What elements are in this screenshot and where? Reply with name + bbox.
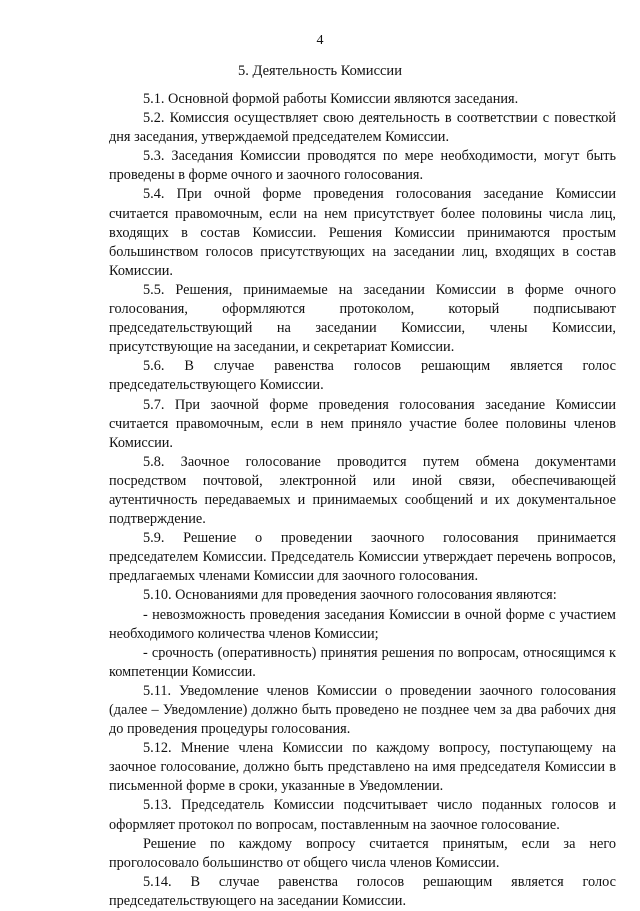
paragraph-5-8: 5.8. Заочное голосование проводится путем обмена документами посредством почтовой, электронной или иной связи, обеспечивающей аутентичность передаваемых и принимаемых сообщений и их документальное подтверждение. [109,453,616,528]
paragraph-5-4: 5.4. При очной форме проведения голосования заседание Комиссии считается правомочным, если на нем присутствует более половины числа лиц, входящих в состав Комиссии. Решения Комиссии принимаются простым большинством голосов присутствующих на заседании лиц, входящих в состав Комиссии. [109,186,616,279]
section-title: 5. Деятельность Комиссии [238,63,402,79]
page-number: 4 [316,33,324,48]
paragraph-5-5: 5.5. Решения, принимаемые на заседании Комиссии в форме очного голосования, оформляются протоколом, который подписывают председательствующий на заседании Комиссии, члены Комиссии, присутствующие на заседании, и секретариат Комиссии. [109,281,616,356]
paragraph-5-13: 5.13. Председатель Комиссии подсчитывает число поданных голосов и оформляет протокол по вопросам, поставленным на заочное голосование. [109,797,616,833]
paragraph-5-11: 5.11. Уведомление членов Комиссии о проведении заочного голосования (далее – Уведомление) должно быть проведено не позднее чем за два рабочих дня до проведения процедуры голосования. [109,682,616,738]
paragraph-5-14: 5.14. В случае равенства голосов решающим является голос председательствующего на заседании Комиссии. [109,873,616,909]
paragraph-5-3: 5.3. Заседания Комиссии проводятся по мере необходимости, могут быть проведены в форме очного и заочного голосования. [109,148,616,184]
paragraph-5-10: 5.10. Основаниями для проведения заочного голосования являются: [143,587,557,604]
paragraph-5-9: 5.9. Решение о проведении заочного голосования принимается председателем Комиссии. Председатель Комиссии утверждает перечень вопросов, предлагаемых членами Комиссии для заочного голосования. [109,530,616,585]
paragraph-5-7: 5.7. При заочной форме проведения голосования заседание Комиссии считается правомочным, если в нем приняло участие более половины членов Комиссии. [109,396,616,451]
paragraph-5-1: 5.1. Основной формой работы Комиссии являются заседания. [143,91,519,107]
list-item-impossibility: - невозможность проведения заседания Комиссии в очной форме с участием необходимого количества членов Комиссии; [109,606,616,642]
paragraph-5-2: 5.2. Комиссия осуществляет свою деятельность в соответствии с повесткой дня заседания, утверждаемой председателем Комиссии. [109,110,616,146]
body-text [109,90,616,911]
list-item-urgency: - срочность (оперативность) принятия решения по вопросам, относящимся к компетенции Комиссии. [109,644,616,680]
paragraph-5-6: 5.6. В случае равенства голосов решающим является голос председательствующего Комиссии. [109,358,616,394]
paragraph-5-12: 5.12. Мнение члена Комиссии по каждому вопросу, поступающему на заочное голосование, должно быть представлено на имя председателя Комиссии в письменной форме в сроки, указанные в Уведомлении. [109,740,616,795]
paragraph-decision: Решение по каждому вопросу считается принятым, если за него проголосовало большинство от общего числа членов Комиссии. [109,835,616,871]
